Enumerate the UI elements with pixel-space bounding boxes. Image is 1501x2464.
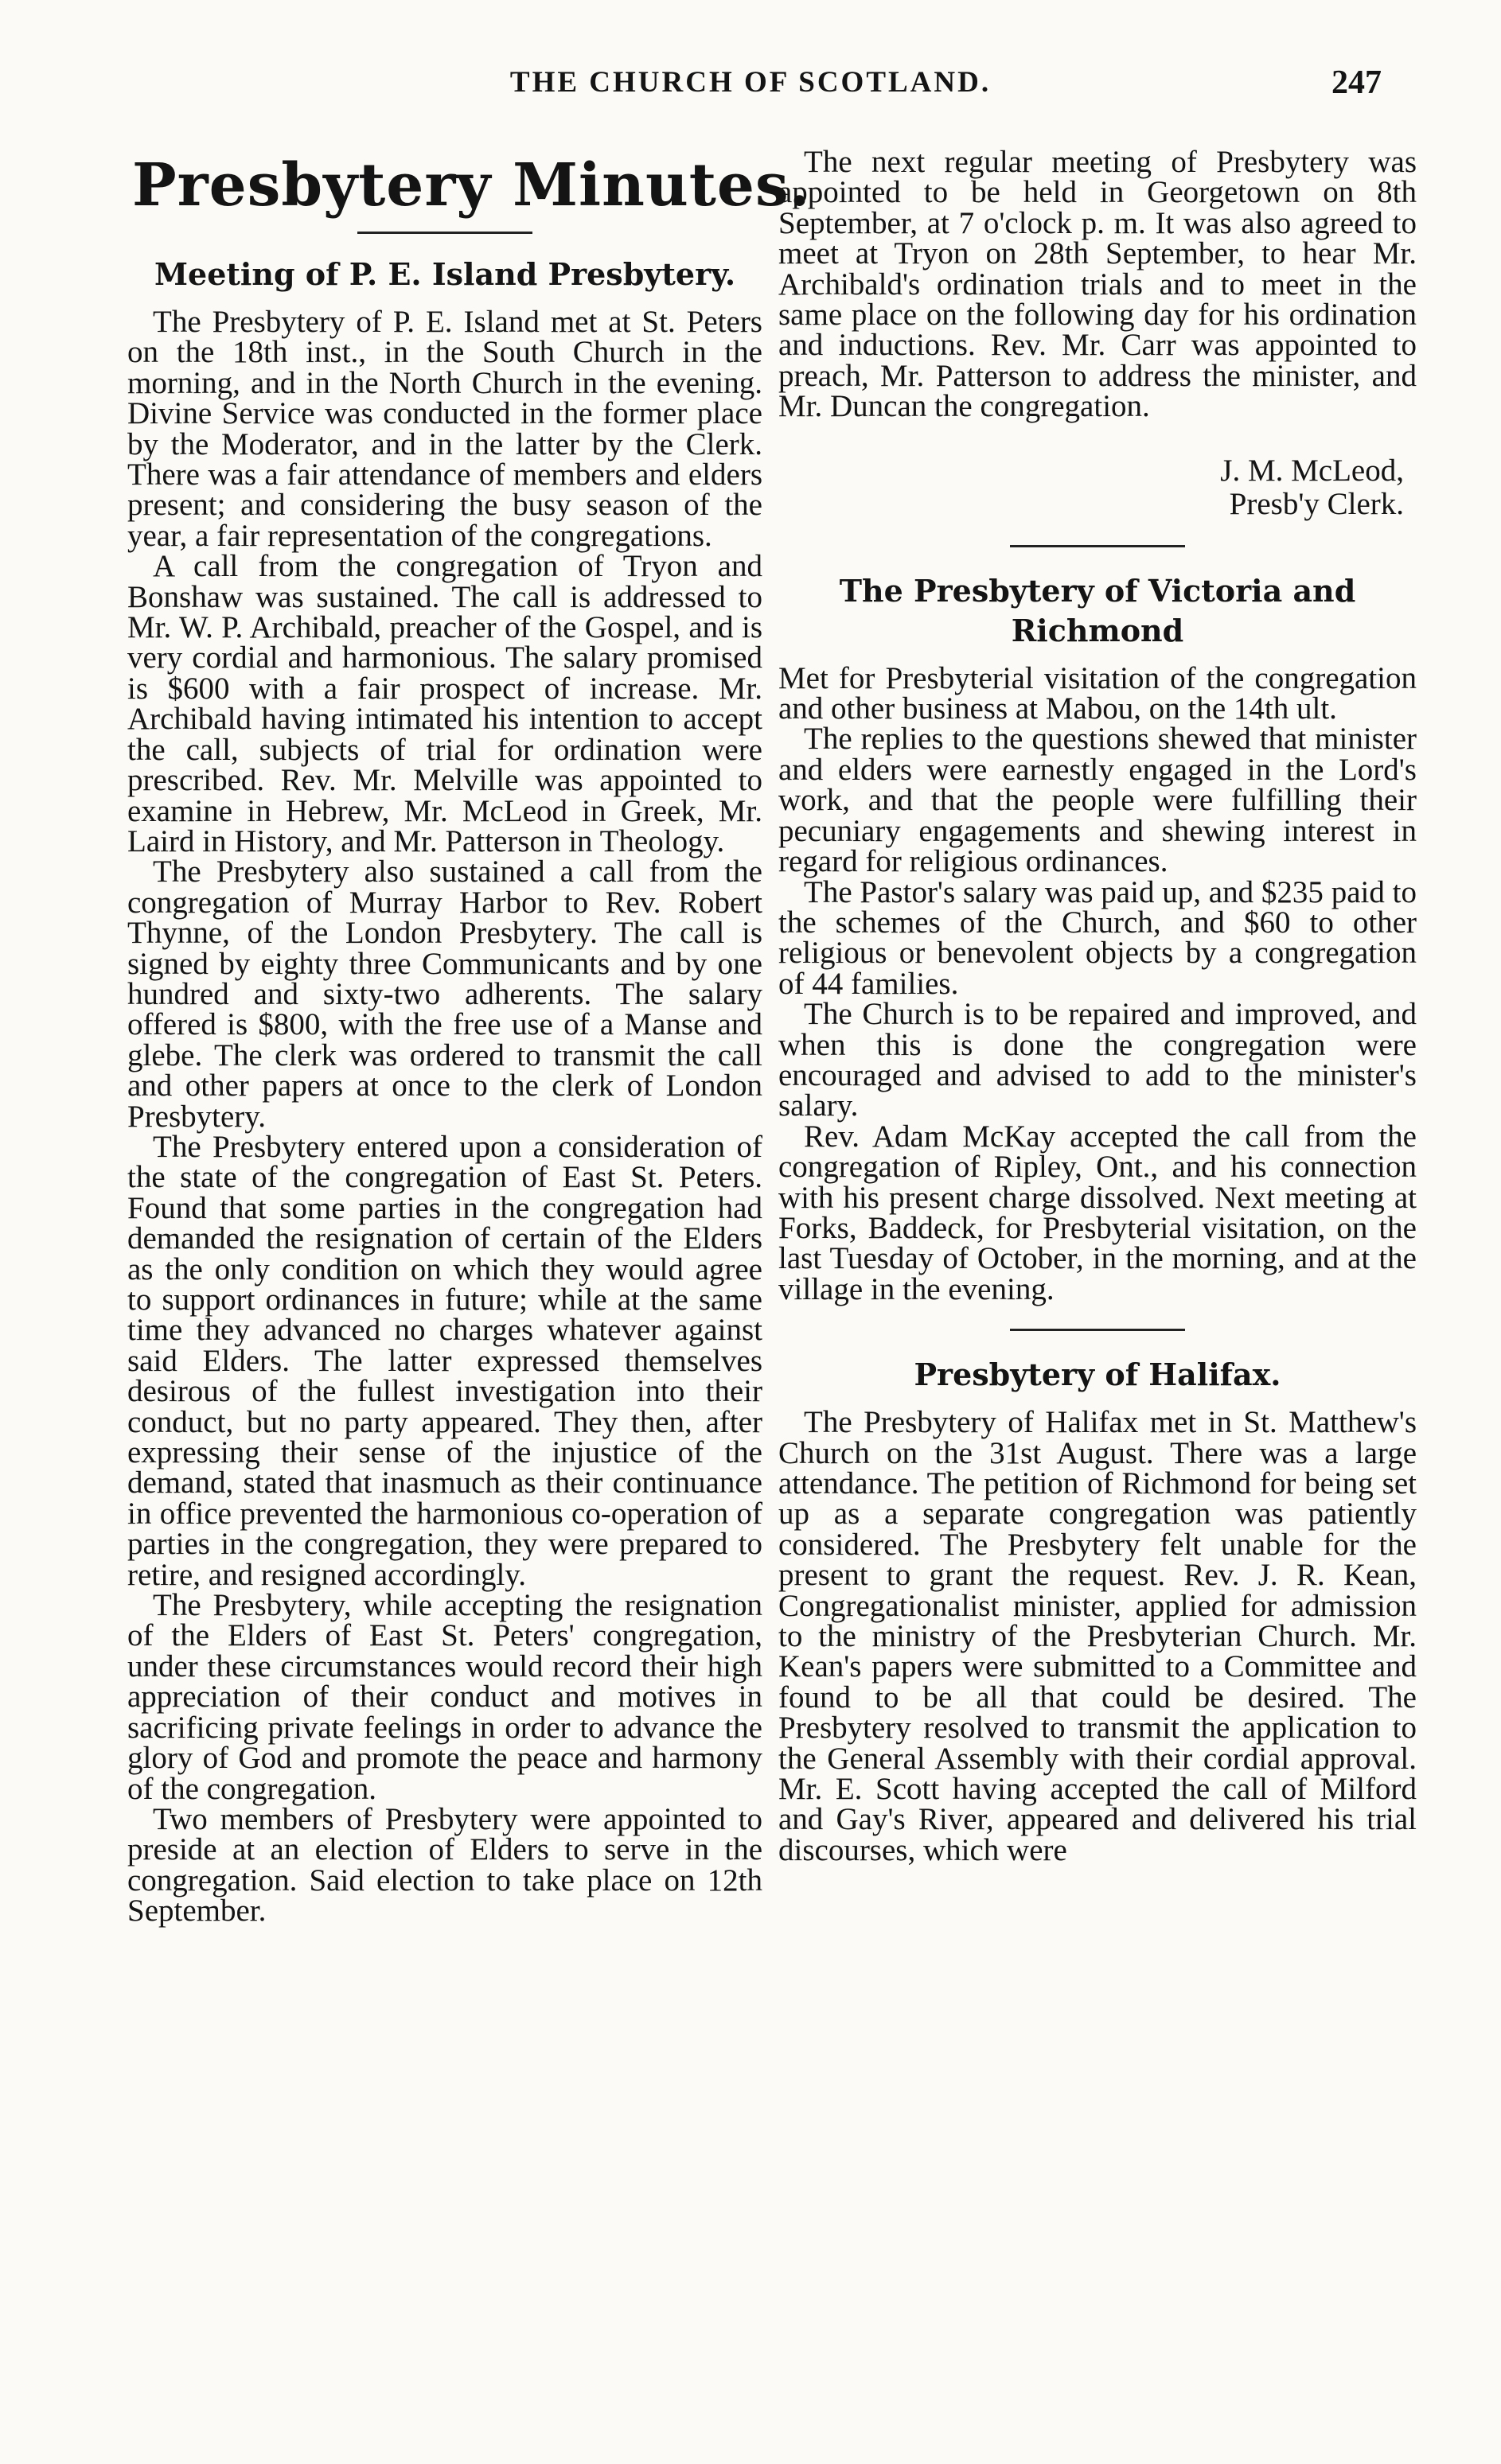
- pei-paragraph-7: The next regular meeting of Presbytery was appointed to be held in Georgetown on 8th September, at 7 o'clock p. m. It was also agreed to meet at Tryon on 28th September, to hear Mr. Archibald's ordination trials and to meet in the same place on the following day for his ordination and inductions. Rev. Mr. Carr was appointed to preach, Mr. Patterson to address the minister, and Mr. Duncan the congregation.: [778, 145, 1417, 424]
- section-rule-2: [1010, 1329, 1185, 1331]
- halifax-heading: Presbytery of Halifax.: [914, 1357, 1281, 1393]
- victoria-paragraph-4: The Church is to be repaired and improved, and when this is done the congregation were encouraged and advised to add to the minister's salary.: [778, 997, 1417, 1123]
- victoria-paragraph-3: The Pastor's salary was paid up, and $235 paid to the schemes of the Church, and $60 to other religious or benevolent objects by a congregation of 44 families.: [778, 874, 1417, 1001]
- pei-paragraph-2: A call from the congregation of Tryon and Bonshaw was sustained. The call is addressed to Mr. W. P. Archibald, preacher of the Gospel, and is very cordial and harmonious. The salary promised is $600 with a fair prospect of increase. Mr. Archibald having intimated his intention to accept the call, subjects of trial for ordination were prescribed. Rev. Mr. Melville was appointed to examine in Hebrew, Mr. McLeod in Greek, Mr. Laird in History, and Mr. Patterson in Theology.: [127, 549, 762, 858]
- signature-name: J. M. McLeod,: [1220, 453, 1404, 488]
- pei-signature: [778, 454, 1404, 521]
- pei-paragraph-6: Two members of Presbytery were appointed to preside at an election of Elders to serve in the congregation. Said election to take place on 12th September.: [127, 1801, 762, 1929]
- victoria-heading: The Presbytery of Victoria and Richmond: [839, 572, 1356, 648]
- signature-title: Presb'y Clerk.: [1229, 486, 1404, 521]
- section-rule-1: [1010, 545, 1185, 547]
- pei-paragraph-4: The Presbytery entered upon a consideration of the state of the congregation of East St. Peters. Found that some parties in the congregation had demanded the resignation of certain of the Elders as the only condition on which they would agree to support ordinances in future; while at the same time they advanced no charges whatever against said Elders. The latter expressed themselves desirous of the fullest investigation into their conduct, but no party appeared. They then, after expressing their sense of the injustice of the demand, stated that inasmuch as their continuance in office prevented the harmonious co-operation of parties in the congregation, they were prepared to retire, and resigned accordingly.: [127, 1129, 762, 1592]
- pei-paragraph-5: The Presbytery, while accepting the resignation of the Elders of East St. Peters' congregation, under these circumstances would record their high appreciation of their conduct and motives in sacrificing private feelings in order to advance the glory of God and promote the peace and harmony of the congregation.: [127, 1588, 762, 1806]
- victoria-paragraph-5: Rev. Adam McKay accepted the call from the congregation of Ripley, Ont., and his connection with his present charge dissolved. Next meeting at Forks, Baddeck, for Presbyterial visitation, on the last Tuesday of October, in the morning, and at the village in the evening.: [778, 1119, 1417, 1306]
- page-number: 247: [1331, 64, 1382, 101]
- right-column: [778, 147, 1417, 1866]
- pei-paragraph-1: The Presbytery of P. E. Island met at St. Peters on the 18th inst., in the South Church in the morning, and in the North Church in the evening. Divine Service was conducted in the former place by the Moderator, and in the latter by the Clerk. There was a fair attendance of members and elders present; and considering the busy season of the year, a fair representation of the congregations.: [127, 305, 762, 553]
- pei-heading: Meeting of P. E. Island Presbytery.: [154, 256, 736, 292]
- running-title: THE CHURCH OF SCOTLAND.: [509, 66, 992, 99]
- left-column: [127, 147, 811, 1929]
- masthead-rule: [357, 232, 532, 234]
- victoria-paragraph-1: Met for Presbyterial visitation of the congregation and other business at Mabou, on the 14th ult.: [778, 660, 1417, 726]
- pei-paragraph-3: The Presbytery also sustained a call from the congregation of Murray Harbor to Rev. Robert Thynne, of the London Presbytery. The call is signed by eighty three Communicants and by one hundred and sixty-two adherents. The salary offered is $800, with the free use of a Manse and glebe. The clerk was ordered to transmit the call and other papers at once to the clerk of London Presbytery.: [127, 854, 762, 1134]
- halifax-paragraph-1: The Presbytery of Halifax met in St. Matthew's Church on the 31st August. There was a large attendance. The petition of Richmond for being set up as a separate congregation was patiently considered. The Presbytery felt unable for the present to grant the request. Rev. J. R. Kean, Congregationalist minister, applied for admission to the ministry of the Presbyterian Church. Mr. Kean's papers were submitted to a Committee and found to be all that could be desired. The Presbytery resolved to transmit the application to the General Assembly with their cordial approval. Mr. E. Scott having accepted the call of Milford and Gay's River, appeared and delivered his trial discourses, which were: [778, 1405, 1417, 1867]
- victoria-paragraph-2: The replies to the questions shewed that minister and elders were earnestly engaged in the Lord's work, and that the people were fulfilling their pecuniary engagements and shewing interest in regard for religious ordinances.: [778, 722, 1417, 879]
- masthead-title: Presbytery Minutes.: [132, 151, 811, 220]
- running-head: [0, 65, 1501, 121]
